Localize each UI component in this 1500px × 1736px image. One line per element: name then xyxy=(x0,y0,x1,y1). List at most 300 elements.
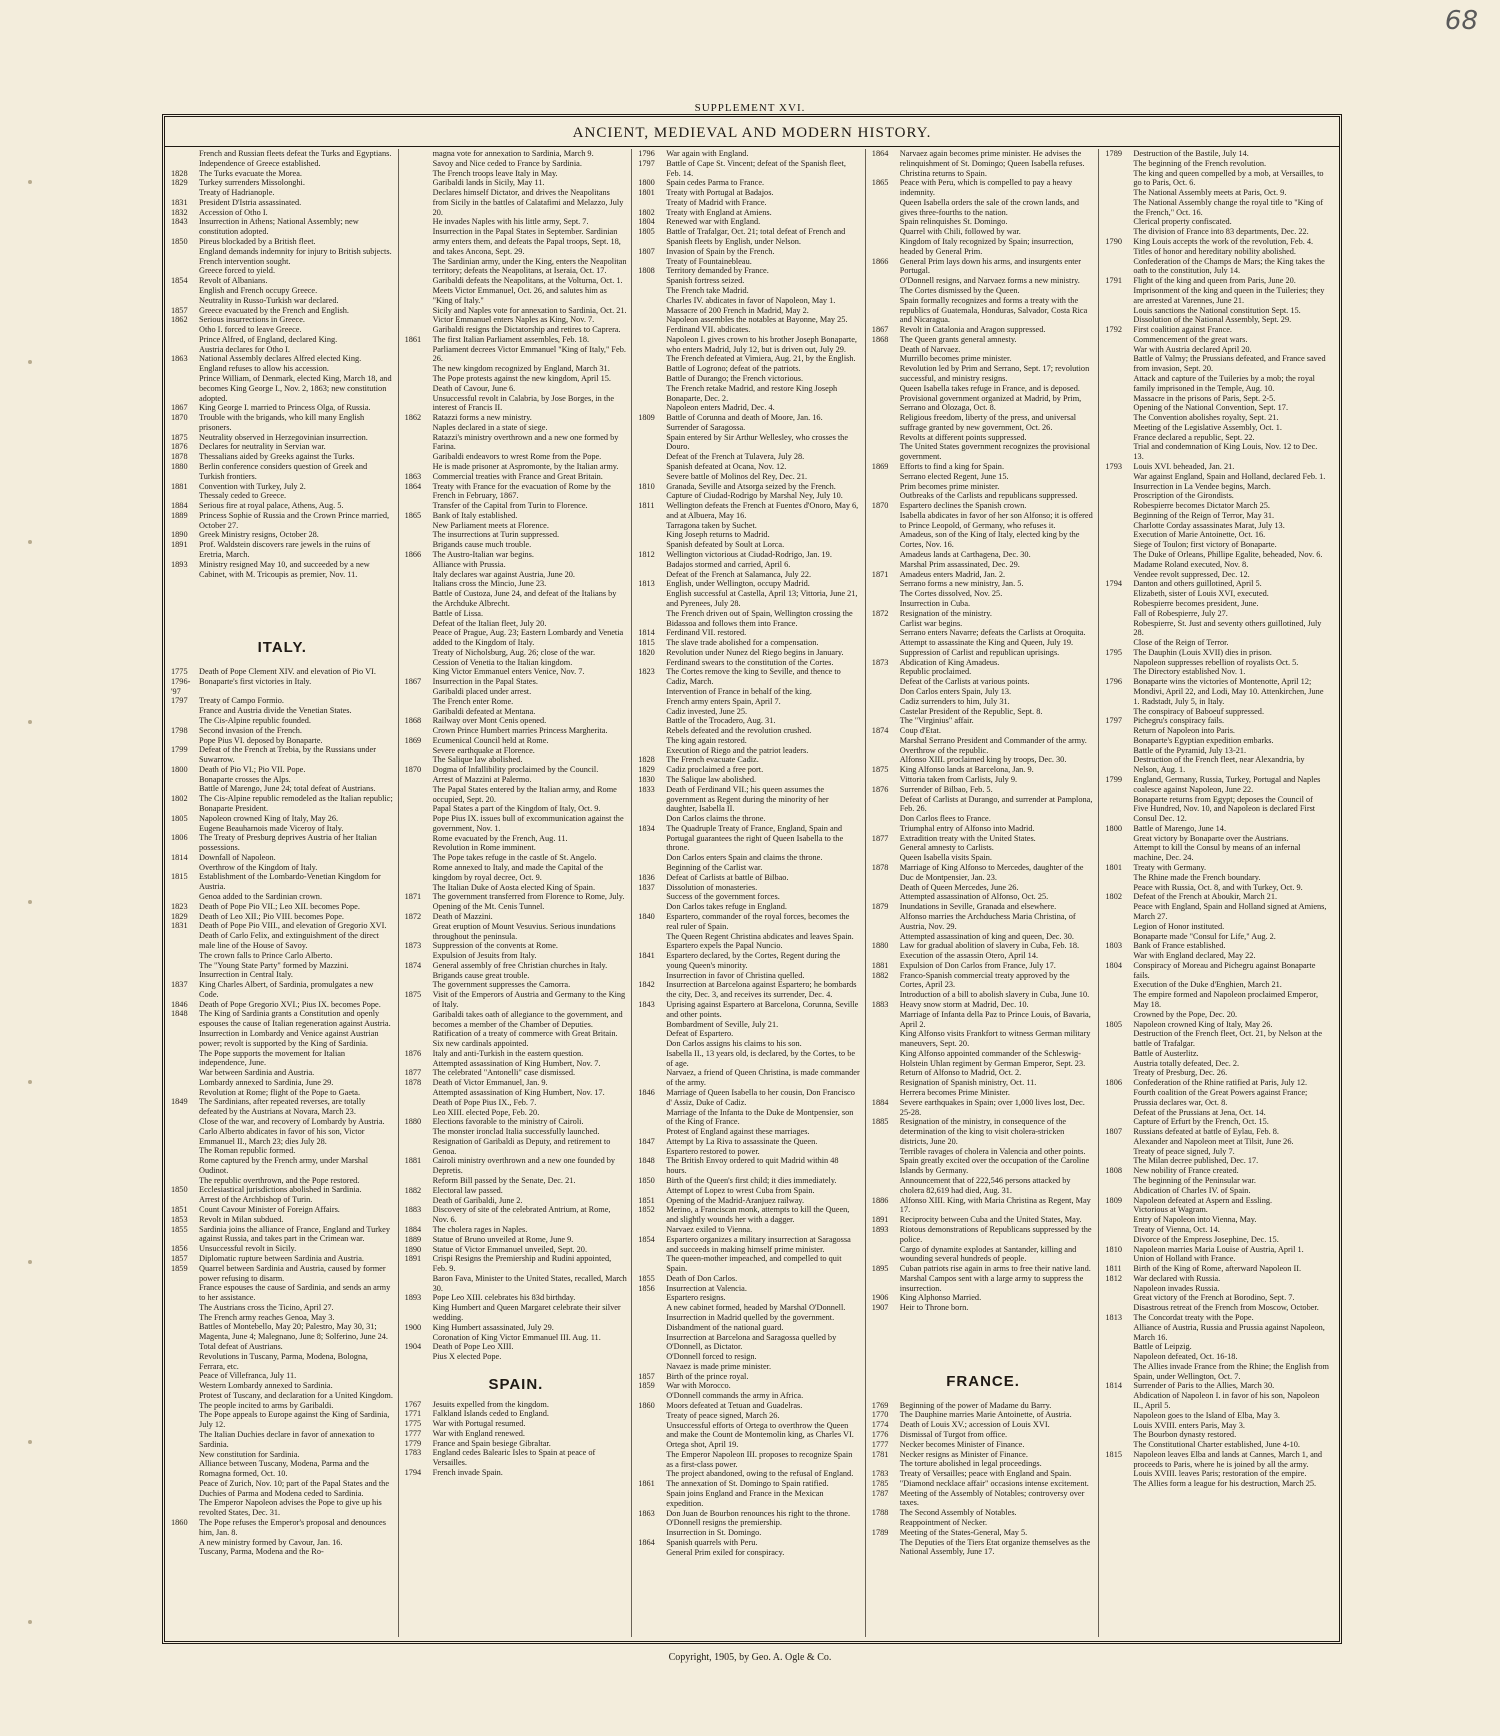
history-entry xyxy=(1105,863,1329,873)
entry-year: 1855 xyxy=(171,1224,188,1234)
history-entry xyxy=(171,169,394,179)
section-heading: SPAIN. xyxy=(488,1375,544,1393)
history-entry xyxy=(171,530,394,540)
entry-text: Treaty with England at Amiens. xyxy=(666,207,772,217)
entry-text: Treaty of Hadrianople. xyxy=(199,188,275,198)
history-entry xyxy=(1105,1108,1329,1118)
history-entry xyxy=(638,814,861,824)
history-entry xyxy=(405,335,628,345)
history-entry xyxy=(1105,883,1329,893)
history-entry xyxy=(405,648,628,658)
entry-text: The Duke of Orleans, Phillipe Egalite, beheaded, Nov. 6. xyxy=(1133,550,1323,560)
entry-text: The French retake Madrid, and restore King Joseph Bonaparte, Dec. 2. xyxy=(666,383,838,403)
entry-text: Attempted assassination of King Humbert, Nov. 7. xyxy=(432,1058,601,1068)
entry-text: A new cabinet formed, headed by Marshal O'Donnell. xyxy=(666,1303,846,1313)
entry-text: New nobility of France created. xyxy=(1133,1166,1239,1176)
history-entry xyxy=(405,1108,628,1118)
entry-year: 1867 xyxy=(404,677,422,687)
history-entry xyxy=(638,1381,861,1391)
entry-year: 1837 xyxy=(171,980,188,990)
entry-text: Reform Bill passed by the Senate, Dec. 21. xyxy=(432,1176,576,1186)
entry-text: Savoy and Nice ceded to France by Sardinia. xyxy=(432,158,582,168)
history-entry xyxy=(872,609,1095,619)
history-entry xyxy=(171,667,394,677)
history-entry xyxy=(1105,707,1329,717)
history-entry xyxy=(1105,980,1329,990)
history-entry xyxy=(638,863,861,873)
entry-text: The Italian Duchies declare in favor of annexation to Sardinia. xyxy=(199,1430,375,1449)
history-entry xyxy=(638,1489,861,1509)
entry-text: Surrender of Paris to the Allies, March 30. xyxy=(1133,1381,1275,1391)
history-entry xyxy=(405,1323,628,1333)
entry-text: Parliament decrees Victor Emmanuel "King of Italy," Feb. 26. xyxy=(432,344,626,364)
entry-year: 1850 xyxy=(638,1176,655,1186)
history-entry xyxy=(405,550,628,560)
history-entry xyxy=(872,1508,1095,1518)
entry-text: Prince William, of Denmark, elected King, March 18, and becomes King George I., Nov. 2, 1863; new constitution adopted. xyxy=(199,373,392,403)
history-entry xyxy=(171,374,394,403)
history-entry xyxy=(1105,599,1329,609)
entry-year: 1890 xyxy=(404,1244,422,1254)
entry-year: 1807 xyxy=(638,246,655,256)
entry-text: Defeat of the Carlists at various points. xyxy=(899,677,1030,687)
history-entry xyxy=(1105,922,1329,932)
entry-year: 1870 xyxy=(171,413,188,423)
entry-text: Republic proclaimed. xyxy=(899,667,972,677)
entry-text: Russians defeated at battle of Eylau, Feb. 8. xyxy=(1133,1127,1280,1137)
entry-year: 1878 xyxy=(871,863,889,873)
history-entry xyxy=(638,658,861,668)
entry-text: Ratazzi forms a new ministry. xyxy=(432,413,532,423)
history-entry xyxy=(1105,638,1329,648)
entry-year: 1900 xyxy=(404,1322,422,1332)
history-entry xyxy=(171,198,394,208)
history-entry xyxy=(872,971,1095,991)
history-column xyxy=(1105,149,1333,1637)
entry-text: Peace with England, Spain and Holland signed at Amiens, March 27. xyxy=(1133,902,1327,921)
history-entry xyxy=(638,912,861,932)
history-entry xyxy=(405,1186,628,1196)
entry-text: Uprising against Espartero at Barcelona, Corunna, Seville and other points. xyxy=(666,999,859,1019)
history-entry xyxy=(171,814,394,824)
entry-year: 1891 xyxy=(404,1254,422,1264)
history-entry xyxy=(405,1439,628,1449)
entry-text: Garibaldi lands in Sicily, May 11. xyxy=(432,178,545,188)
entry-text: Railway over Mont Cenis opened. xyxy=(432,716,547,726)
entry-year: 1820 xyxy=(638,647,655,657)
entry-text: Titles of honor and hereditary nobility abolished. xyxy=(1133,246,1297,256)
entry-text: The republic overthrown, and the Pope restored. xyxy=(199,1175,360,1185)
entry-text: Cadiz proclaimed a free port. xyxy=(666,765,764,775)
entry-text: Insurrection in Lombardy and Venice against Austrian power; revolt is supported by the King of Sardinia. xyxy=(199,1028,379,1048)
history-entry xyxy=(1105,1176,1329,1186)
entry-text: French army enters Spain, April 7. xyxy=(666,696,781,706)
entry-text: King George I. married to Princess Olga, of Russia. xyxy=(199,403,371,413)
entry-text: Coup d'Etat. xyxy=(899,726,941,736)
entry-text: Outbreaks of the Carlists and republicans suppressed. xyxy=(899,491,1078,501)
entry-text: Marriage of King Alfonso to Mercedes, daughter of the Duc de Montpensier, Jan. 23. xyxy=(899,863,1084,882)
history-entry xyxy=(1105,1225,1329,1235)
entry-text: Espartero, commander of the royal forces, becomes the real ruler of Spain. xyxy=(666,911,850,931)
history-entry xyxy=(1105,873,1329,883)
entry-text: Louis XVIII. leaves Paris; restoration of the empire. xyxy=(1133,1469,1307,1479)
history-entry xyxy=(872,1489,1095,1509)
entry-text: Bonaparte's Egyptian expedition embarks. xyxy=(1133,735,1274,745)
entry-text: Second invasion of the French. xyxy=(199,725,302,735)
entry-text: Defeat of the French at Tulavera, July 28. xyxy=(666,452,805,462)
entry-year: 1846 xyxy=(638,1088,655,1097)
history-entry xyxy=(171,1244,394,1254)
entry-text: O'Donnell resigns, and Narvaez forms a new ministry. xyxy=(899,276,1080,286)
entry-year: 1796-'97 xyxy=(171,676,191,696)
entry-text: King Victor Emmanuel enters Venice, Nov. 7. xyxy=(432,667,585,677)
entry-text: Bombardment of Seville, July 21. xyxy=(666,1019,779,1029)
entry-year: 1837 xyxy=(638,882,655,892)
history-entry xyxy=(171,1303,394,1313)
history-entry xyxy=(1105,1215,1329,1225)
history-entry xyxy=(1105,1323,1329,1343)
entry-text: Naples declared in a state of siege. xyxy=(432,422,548,432)
history-entry xyxy=(638,1401,861,1411)
history-entry xyxy=(872,217,1095,227)
history-entry xyxy=(171,696,394,706)
entry-text: Overthrow of the republic. xyxy=(899,745,989,755)
entry-text: The Queen Regent Christina abdicates and leaves Spain. xyxy=(666,931,854,941)
entry-text: Renewed war with England. xyxy=(666,217,761,227)
entry-year: 1769 xyxy=(871,1400,889,1410)
entry-text: Insurrection in the Papal States. xyxy=(432,677,538,687)
history-entry xyxy=(872,227,1095,237)
entry-year: 1864 xyxy=(404,481,422,491)
entry-text: Peace of Prague, Aug. 23; Eastern Lombardy and Venetia added to the Kingdom of Italy. xyxy=(432,628,624,648)
history-entry xyxy=(405,1333,628,1343)
entry-text: France and Spain besiege Gibraltar. xyxy=(432,1438,551,1448)
entry-text: Trial and condemnation of King Louis, Nov. 12 to Dec. 13. xyxy=(1133,442,1318,462)
history-entry xyxy=(638,941,861,951)
history-column xyxy=(872,149,1100,1637)
entry-year: 1850 xyxy=(171,1185,188,1195)
entry-text: Severe battle of Molinos del Rey, Dec. 21. xyxy=(666,471,808,481)
history-entry xyxy=(638,980,861,1000)
history-entry xyxy=(405,697,628,707)
history-entry xyxy=(638,325,861,335)
entry-text: The Dauphin (Louis XVII) dies in prison. xyxy=(1133,647,1272,657)
entry-text: Battle of Corunna and death of Moore, Jan. 16. xyxy=(666,413,823,423)
entry-year: 1801 xyxy=(1105,863,1122,873)
entry-text: The Emperor Napoleon III. proposes to recognize Spain as a first-class power. xyxy=(666,1449,853,1469)
history-entry xyxy=(171,784,394,794)
entry-text: Dissolution of the National Assembly, Sept. 29. xyxy=(1133,315,1292,325)
history-entry xyxy=(872,658,1095,668)
entry-text: Total defeat of Austrians. xyxy=(199,1341,283,1351)
entry-text: Insurrection at Barcelona against Espartero; he bombards the city, Dec. 3, and receives its surrender, Dec. 4. xyxy=(666,980,857,1000)
entry-text: Opening of the National Convention, Sept. 17. xyxy=(1133,403,1289,413)
entry-text: Expulsion of Don Carlos from France, July 17. xyxy=(899,960,1056,970)
entry-year: 1815 xyxy=(1105,1449,1122,1459)
entry-text: Leo XIII. elected Pope, Feb. 20. xyxy=(432,1107,540,1117)
history-entry xyxy=(1105,423,1329,433)
history-entry xyxy=(872,1459,1095,1469)
entry-text: Spanish defeated at Ocana, Nov. 12. xyxy=(666,462,787,471)
section-heading: FRANCE. xyxy=(946,1372,1020,1390)
entry-text: Attempt of Lopez to wrest Cuba from Spain. xyxy=(666,1185,815,1195)
history-entry xyxy=(405,501,628,511)
entry-text: Sicily and Naples vote for annexation to Sardinia, Oct. 21. xyxy=(432,305,627,315)
history-entry xyxy=(405,530,628,540)
entry-text: Espartero declines the Spanish crown. xyxy=(899,501,1027,511)
history-entry xyxy=(872,687,1095,697)
binding-hole xyxy=(28,540,32,544)
page-banner: ANCIENT, MEDIEVAL AND MODERN HISTORY. xyxy=(165,117,1339,147)
history-entry xyxy=(638,149,861,159)
history-entry xyxy=(405,785,628,805)
history-entry xyxy=(1105,775,1329,795)
history-entry xyxy=(171,442,394,452)
entry-text: The National Assembly change the royal title to "King of the French," Oct. 16. xyxy=(1133,197,1324,217)
entry-text: Bonaparte made "Consul for Life," Aug. 2. xyxy=(1133,931,1276,941)
entry-text: Elections favorable to the ministry of Cairoli. xyxy=(432,1117,584,1127)
entry-text: Alfonso XIII. proclaimed king by troops, Dec. 30. xyxy=(899,755,1067,765)
entry-text: Defeat of the Italian fleet, July 20. xyxy=(432,618,547,628)
entry-year: 1828 xyxy=(171,168,188,178)
entry-year: 1904 xyxy=(404,1342,422,1352)
history-entry xyxy=(872,1156,1095,1176)
entry-year: 1868 xyxy=(404,716,422,726)
history-entry xyxy=(1105,491,1329,501)
history-entry xyxy=(405,677,628,687)
history-entry xyxy=(171,921,394,931)
entry-year: 1801 xyxy=(638,188,655,198)
history-entry xyxy=(171,1009,394,1029)
history-entry xyxy=(638,315,861,325)
entry-text: Battle of the Pyramid, July 13-21. xyxy=(1133,745,1247,755)
entry-text: Eugene Beauharnois made Viceroy of Italy. xyxy=(199,823,344,833)
entry-text: Destruction of the Bastile, July 14. xyxy=(1133,149,1249,158)
entry-text: Turkey surrenders Missolonghi. xyxy=(199,178,305,188)
history-entry xyxy=(171,452,394,462)
history-entry xyxy=(171,745,394,765)
entry-text: The Convention abolishes royalty, Sept. 21. xyxy=(1133,413,1279,423)
history-entry xyxy=(405,1176,628,1186)
history-entry xyxy=(405,628,628,648)
entry-text: Great victory by Bonaparte over the Austrians. xyxy=(1133,833,1289,843)
history-entry xyxy=(638,824,861,853)
history-entry xyxy=(638,648,861,658)
history-entry xyxy=(171,1371,394,1381)
entry-year: 1883 xyxy=(404,1205,422,1215)
entry-text: King Alphonso Married. xyxy=(899,1293,982,1303)
entry-text: Defeat of Carlists at battle of Bilbao. xyxy=(666,872,789,882)
history-entry xyxy=(1105,990,1329,1010)
history-entry xyxy=(171,863,394,873)
history-entry xyxy=(872,863,1095,883)
entry-year: 1796 xyxy=(638,149,655,158)
entry-text: Garibaldi defeated at Mentana. xyxy=(432,706,536,716)
history-entry xyxy=(638,1137,861,1147)
history-entry xyxy=(872,1469,1095,1479)
entry-text: French invade Spain. xyxy=(432,1468,503,1478)
history-entry xyxy=(638,1274,861,1284)
history-entry xyxy=(405,1254,628,1274)
history-entry xyxy=(405,579,628,589)
entry-text: The Dauphine marries Marie Antoinette, of Austria. xyxy=(899,1410,1072,1420)
entry-text: The Papal States entered by the Italian army, and Rome occupied, Sept. 20. xyxy=(432,784,617,804)
entry-text: Proscription of the Girondists. xyxy=(1133,491,1234,501)
history-entry xyxy=(872,1479,1095,1489)
entry-text: Heir to Throne born. xyxy=(899,1303,969,1313)
entry-text: Napoleon goes to the Island of Elba, May 3. xyxy=(1133,1410,1280,1420)
entry-text: Opening of the Madrid-Aranjuez railway. xyxy=(666,1195,805,1205)
entry-text: Napoleon defeated at Aspern and Essling. xyxy=(1133,1195,1273,1205)
entry-year: 1885 xyxy=(871,1117,889,1127)
entry-text: The Pope protests against the new kingdom, April 15. xyxy=(432,373,611,383)
history-entry xyxy=(638,570,861,580)
history-entry xyxy=(1105,726,1329,736)
history-entry xyxy=(1105,511,1329,521)
history-entry xyxy=(1105,335,1329,345)
history-entry xyxy=(638,1518,861,1528)
history-entry xyxy=(638,971,861,981)
entry-text: Fall of Robespierre, July 27. xyxy=(1133,608,1228,618)
history-entry xyxy=(872,824,1095,834)
entry-text: Reciprocity between Cuba and the United States, May. xyxy=(899,1215,1082,1225)
entry-text: Coronation of King Victor Emmanuel III. Aug. 11. xyxy=(432,1332,601,1342)
history-entry xyxy=(1105,941,1329,951)
history-entry xyxy=(1105,306,1329,316)
entry-year: 1794 xyxy=(1105,579,1122,589)
entry-text: Insurrection in Athens; National Assembly; new constitution adopted. xyxy=(199,217,359,237)
content-frame xyxy=(162,114,1342,1644)
history-entry xyxy=(638,423,861,433)
history-entry xyxy=(405,804,628,814)
entry-text: O'Donnell forced to resign. xyxy=(666,1352,757,1362)
entry-text: Treaty of Nicholsburg, Aug. 26; close of the war. xyxy=(432,647,596,657)
history-entry xyxy=(405,589,628,609)
history-entry xyxy=(1105,1284,1329,1294)
entry-text: Genoa added to the Sardinian crown. xyxy=(199,892,323,902)
entry-text: Death of Mazzini. xyxy=(432,911,493,921)
entry-text: Spain joins England and France in the Mexican expedition. xyxy=(666,1489,824,1508)
entry-text: Napoleon invades Russia. xyxy=(1133,1283,1220,1293)
entry-text: Death of Don Carlos. xyxy=(666,1273,738,1283)
entry-text: Insurrection in Madrid quelled by the government. xyxy=(666,1312,835,1322)
entry-text: Crowned by the Pope, Dec. 20. xyxy=(1133,1009,1238,1019)
copyright-notice: Copyright, 1905, by Geo. A. Ogle & Co. xyxy=(668,1652,832,1663)
history-entry xyxy=(1105,521,1329,531)
entry-year: 1810 xyxy=(638,481,655,491)
history-entry xyxy=(171,1401,394,1411)
entry-text: Treaty of Madrid with France. xyxy=(666,197,767,207)
entry-text: Battle of Durango; the French victorious. xyxy=(666,373,804,383)
history-entry xyxy=(405,1078,628,1088)
entry-text: O'Donnell resigns the premiership. xyxy=(666,1518,782,1528)
entry-year: 1797 xyxy=(171,696,188,706)
history-entry xyxy=(171,1127,394,1147)
entry-year: 1829 xyxy=(171,911,188,921)
history-entry xyxy=(872,237,1095,257)
entry-text: The torture abolished in legal proceedings. xyxy=(899,1459,1042,1469)
entry-year: 1797 xyxy=(638,158,655,168)
history-entry xyxy=(171,188,394,198)
binding-hole xyxy=(28,180,32,184)
entry-text: Law for gradual abolition of slavery in Cuba, Feb. 18. xyxy=(899,941,1080,951)
entry-text: The Sardinian army, under the King, enters the Neapolitan territory; defeats the Neapolitans, at Iseraia, Oct. 17. xyxy=(432,256,627,276)
entry-text: Attack and capture of the Tuileries by a mob; the royal family imprisoned in the Temple, Aug. 10. xyxy=(1133,373,1315,393)
entry-year: 1794 xyxy=(404,1468,422,1478)
entry-text: Pope Leo XIII. celebrates his 83d birthday. xyxy=(432,1293,576,1303)
history-entry xyxy=(638,726,861,736)
history-entry xyxy=(405,765,628,775)
entry-year: 1781 xyxy=(871,1449,889,1459)
entry-text: He invades Naples with his little army, Sept. 7. xyxy=(432,217,589,227)
entry-text: King Alfonso visits Frankfort to witness German military maneuvers, Sept. 20. xyxy=(899,1029,1091,1049)
entry-text: Serrano forms a new ministry, Jan. 5. xyxy=(899,579,1024,589)
history-entry xyxy=(638,306,861,316)
entry-text: The government transferred from Florence to Rome, July. xyxy=(432,892,625,902)
entry-text: O'Donnell commands the army in Africa. xyxy=(666,1391,804,1401)
entry-text: Otho I. forced to leave Greece. xyxy=(199,325,302,335)
entry-text: Greece forced to yield. xyxy=(199,266,276,276)
entry-text: Fourth coalition of the Great Powers against France; Prussia declares war, Oct. 8. xyxy=(1133,1088,1308,1107)
history-entry xyxy=(1105,217,1329,227)
history-entry xyxy=(1105,276,1329,286)
entry-text: War with England declared, May 22. xyxy=(1133,951,1256,961)
entry-text: Vittoria taken from Carlists, July 9. xyxy=(899,775,1018,784)
entry-year: 1851 xyxy=(638,1195,655,1205)
history-entry xyxy=(171,237,394,247)
entry-year: 1779 xyxy=(404,1438,422,1448)
entry-text: Efforts to find a king for Spain. xyxy=(899,462,1005,471)
entry-text: Narvaez, a friend of Queen Christina, is made commander of the army. xyxy=(666,1068,860,1088)
entry-year: 1852 xyxy=(638,1205,655,1215)
entry-text: Defeat of Carlists at Durango, and surrender at Pamplona, Feb. 26. xyxy=(899,794,1093,814)
entry-text: War with Austria declared April 20. xyxy=(1133,344,1252,354)
history-entry xyxy=(171,1068,394,1078)
entry-year: 1879 xyxy=(871,902,889,912)
history-entry xyxy=(872,413,1095,433)
history-entry xyxy=(405,306,628,316)
entry-text: King Charles Albert, of Sardinia, promulgates a new Code. xyxy=(199,980,374,999)
entry-text: Establishment of the Lombardo-Venetian Kingdom for Austria. xyxy=(199,872,381,892)
history-entry xyxy=(1105,1205,1329,1215)
history-entry xyxy=(638,560,861,570)
entry-text: Cadiz surrenders to him, July 31. xyxy=(899,696,1010,706)
entry-year: 1831 xyxy=(171,921,188,931)
entry-text: Narvaez again becomes prime minister. He advises the relinquishment of St. Domingo; Queen Isabella refuses. xyxy=(899,149,1085,168)
history-entry xyxy=(1105,1381,1329,1391)
history-entry xyxy=(638,1088,861,1108)
entry-text: Marriage of the Infanta to the Duke de Montpensier, son of the King of France. xyxy=(666,1107,854,1127)
entry-text: Napoleon crowned King of Italy, May 26. xyxy=(1133,1019,1273,1029)
history-entry xyxy=(638,1509,861,1519)
entry-text: The Rhine made the French boundary. xyxy=(1133,872,1261,882)
entry-text: Electoral law passed. xyxy=(432,1185,503,1195)
entry-year: 1865 xyxy=(404,510,422,520)
entry-text: The Austrians cross the Ticino, April 27. xyxy=(199,1302,334,1312)
entry-text: Convention with Turkey, July 2. xyxy=(199,481,306,491)
history-entry xyxy=(1105,1127,1329,1137)
entry-text: Battle of Logrono; defeat of the patriots. xyxy=(666,364,801,374)
history-entry xyxy=(171,1176,394,1186)
entry-text: The project abandoned, owing to the refusal of England. xyxy=(666,1469,854,1479)
history-entry xyxy=(638,1039,861,1049)
history-entry xyxy=(1105,795,1329,824)
history-entry xyxy=(405,667,628,677)
history-entry xyxy=(1105,403,1329,413)
history-entry xyxy=(638,1411,861,1421)
history-entry xyxy=(1105,932,1329,942)
history-entry xyxy=(638,1254,861,1274)
